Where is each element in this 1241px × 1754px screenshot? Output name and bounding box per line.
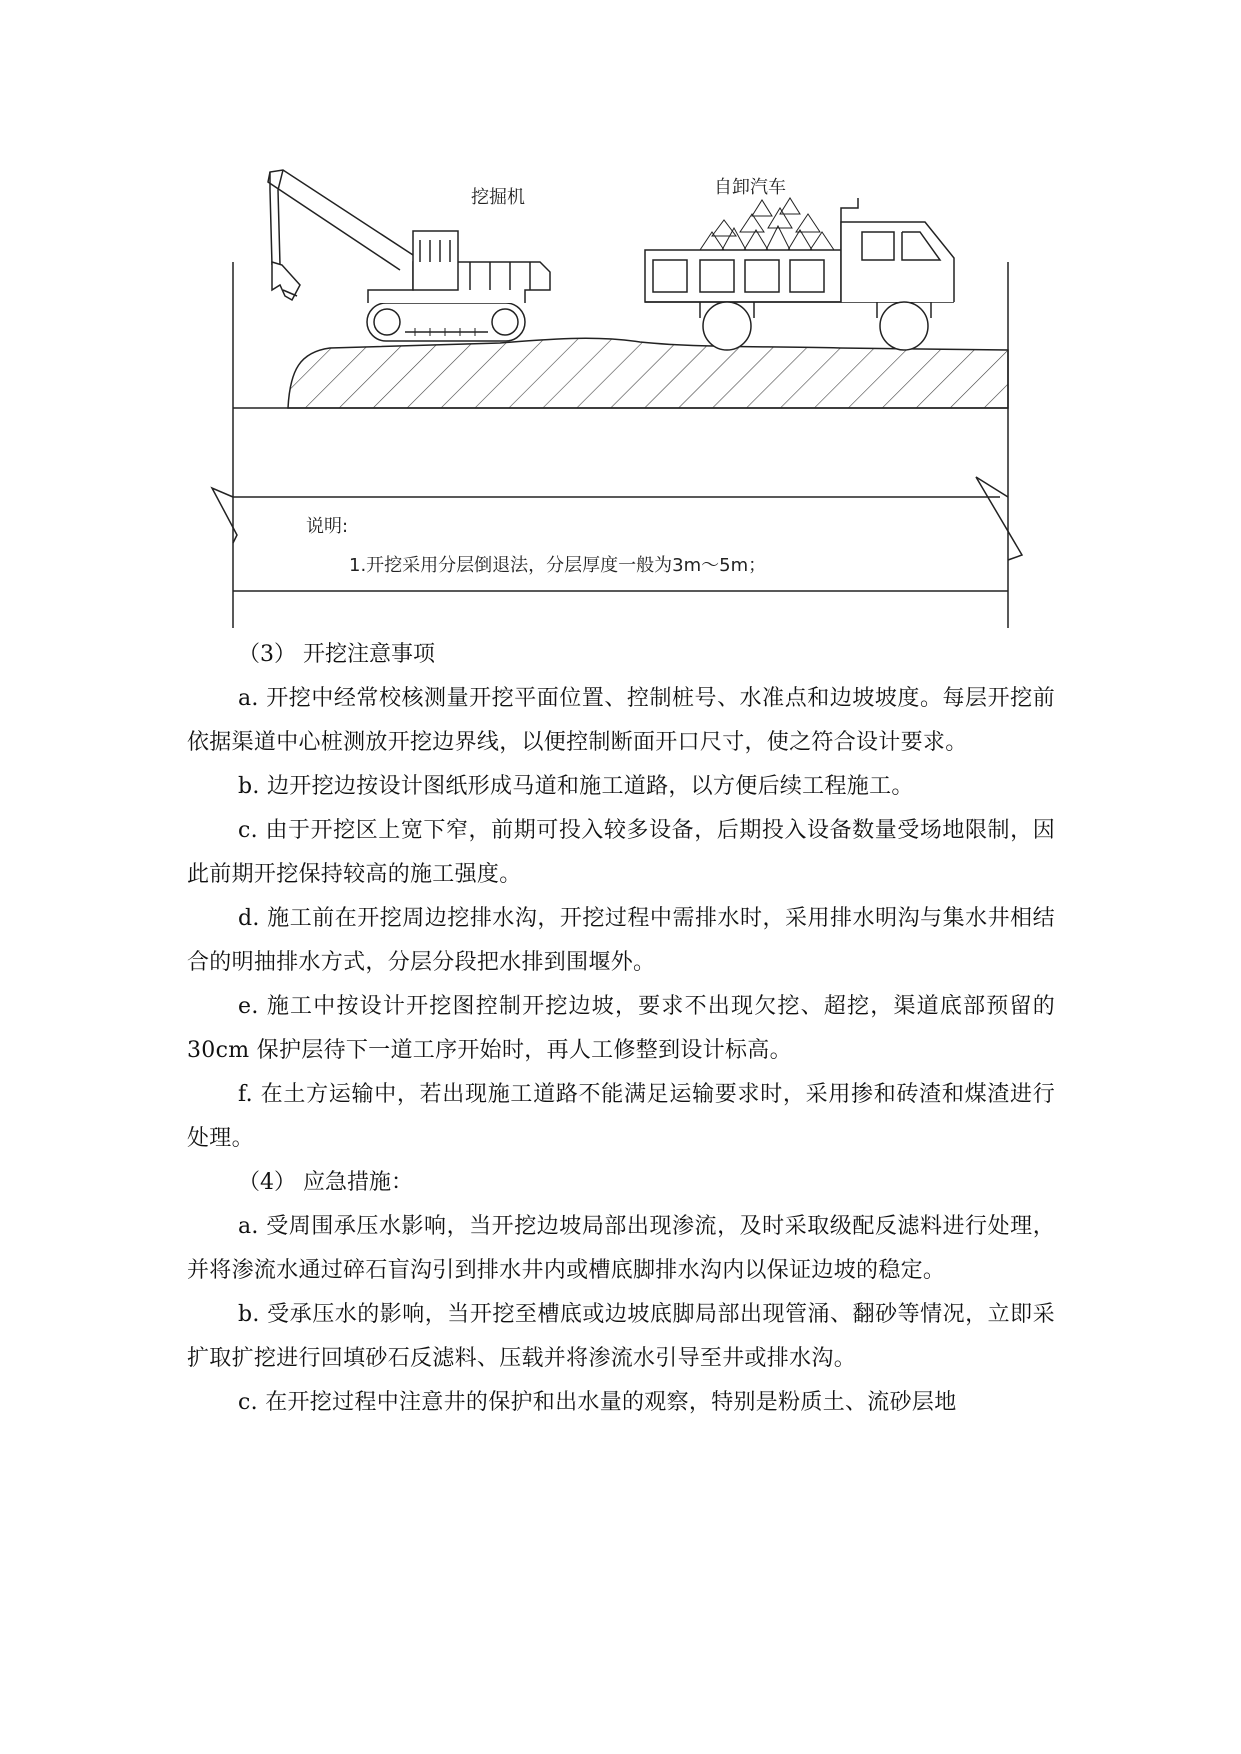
paragraph: f. 在土方运输中，若出现施工道路不能满足运输要求时，采用掺和砖渣和煤渣进行处理。 (187, 1082, 1055, 1151)
truck-label: 自卸汽车 (714, 177, 786, 198)
paragraph: d. 施工前在开挖周边挖排水沟，开挖过程中需排水时，采用排水明沟与集水井相结合的明抽排水方式，分层分段把水排到围堰外。 (187, 906, 1055, 975)
paragraph: c. 在开挖过程中注意井的保护和出水量的观察，特别是粉质土、流砂层地 (238, 1390, 957, 1415)
paragraph: c. 由于开挖区上宽下窄，前期可投入较多设备，后期投入设备数量受场地限制，因此前期开挖保持较高的施工强度。 (187, 818, 1055, 887)
excavation-diagram (0, 0, 1241, 640)
note-line: 1.开挖采用分层倒退法，分层厚度一般为3m～5m； (349, 555, 767, 576)
section-heading: （4） 应急措施： (238, 1170, 413, 1195)
excavator-label: 挖掘机 (471, 187, 525, 208)
section-heading: （3） 开挖注意事项 (238, 642, 435, 667)
paragraph: e. 施工中按设计开挖图控制开挖边坡，要求不出现欠挖、超挖，渠道底部预留的 30cm 保护层待下一道工序开始时，再人工修整到设计标高。 (187, 994, 1055, 1063)
paragraph: b. 边开挖边按设计图纸形成马道和施工道路，以方便后续工程施工。 (238, 774, 914, 799)
truck-load (700, 198, 834, 250)
dump-truck (645, 198, 954, 350)
paragraph: a. 开挖中经常校核测量开挖平面位置、控制桩号、水准点和边坡坡度。每层开挖前依据渠道中心桩测放开挖边界线，以便控制断面开口尺寸，使之符合设计要求。 (187, 686, 1055, 755)
paragraph: a. 受周围承压水影响，当开挖边坡局部出现渗流，及时采取级配反滤料进行处理，并将渗流水通过碎石盲沟引到排水井内或槽底脚排水沟内以保证边坡的稳定。 (187, 1214, 1055, 1283)
body-text (187, 633, 1055, 1425)
paragraph: b. 受承压水的影响，当开挖至槽底或边坡底脚局部出现管涌、翻砂等情况，立即采扩取扩挖进行回填砂石反滤料、压载并将渗流水引导至井或排水沟。 (187, 1302, 1055, 1371)
note-title: 说明: (306, 516, 349, 537)
excavation-drawing (0, 0, 1241, 640)
break-right (976, 477, 1022, 560)
